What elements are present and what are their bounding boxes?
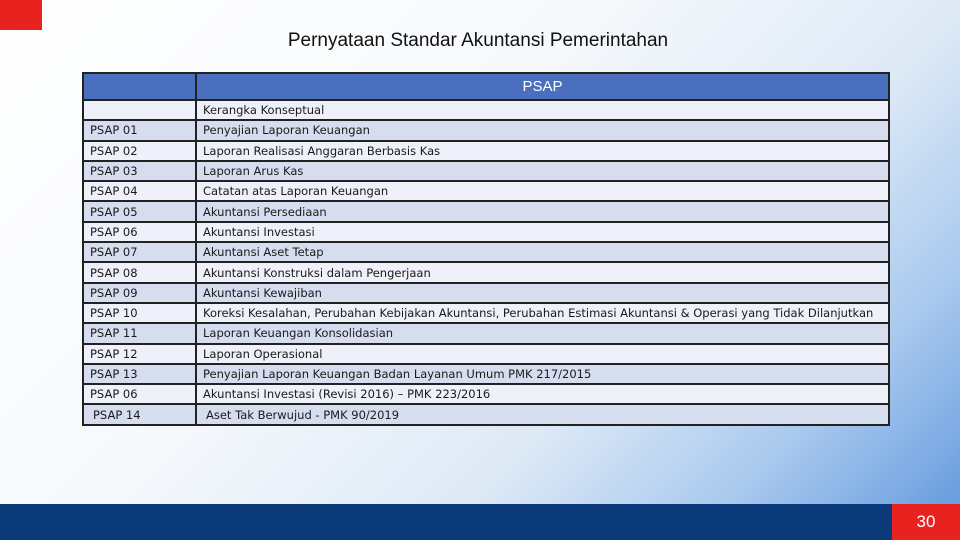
psap-code-cell: PSAP 02 [83, 141, 196, 161]
table-header-row [83, 73, 889, 100]
table-row [83, 364, 889, 384]
psap-code-cell: PSAP 14 [83, 404, 196, 424]
psap-code-cell: PSAP 13 [83, 364, 196, 384]
table-row [83, 384, 889, 404]
table-row [83, 323, 889, 343]
psap-title-cell: Laporan Arus Kas [196, 161, 889, 181]
psap-title-cell: Penyajian Laporan Keuangan Badan Layanan Umum PMK 217/2015 [196, 364, 889, 384]
psap-title-cell: Akuntansi Investasi (Revisi 2016) – PMK 223/2016 [196, 384, 889, 404]
psap-title-cell: Laporan Keuangan Konsolidasian [196, 323, 889, 343]
table-row [83, 303, 889, 323]
psap-title-cell: Akuntansi Konstruksi dalam Pengerjaan [196, 262, 889, 282]
page-number: 30 [916, 512, 936, 531]
table-row [83, 262, 889, 282]
psap-title-cell: Akuntansi Aset Tetap [196, 242, 889, 262]
psap-code-cell: PSAP 06 [83, 222, 196, 242]
header-cell-code [83, 73, 196, 100]
table-row [83, 120, 889, 140]
header-cell-psap: PSAP [196, 73, 889, 100]
psap-code-cell: PSAP 11 [83, 323, 196, 343]
psap-title-cell: Koreksi Kesalahan, Perubahan Kebijakan Akuntansi, Perubahan Estimasi Akuntansi & Operasi yang Tidak Dilanjutkan [196, 303, 889, 323]
psap-title-cell: Akuntansi Investasi [196, 222, 889, 242]
table-row [83, 242, 889, 262]
table-row [83, 283, 889, 303]
psap-code-cell: PSAP 06 [83, 384, 196, 404]
table-row [83, 404, 889, 424]
psap-title-cell: Akuntansi Persediaan [196, 201, 889, 221]
psap-title-cell: Kerangka Konseptual [196, 100, 889, 120]
psap-code-cell [83, 100, 196, 120]
psap-code-cell: PSAP 04 [83, 181, 196, 201]
psap-title-cell: Aset Tak Berwujud - PMK 90/2019 [196, 404, 889, 424]
psap-code-cell: PSAP 05 [83, 201, 196, 221]
psap-code-cell: PSAP 12 [83, 344, 196, 364]
psap-code-cell: PSAP 09 [83, 283, 196, 303]
slide-title: Pernyataan Standar Akuntansi Pemerintahan [287, 30, 669, 51]
psap-code-cell: PSAP 07 [83, 242, 196, 262]
table-row [83, 141, 889, 161]
psap-title-cell: Penyajian Laporan Keuangan [196, 120, 889, 140]
table-row [83, 222, 889, 242]
table-row [83, 181, 889, 201]
psap-table [82, 72, 890, 426]
psap-title-cell: Laporan Realisasi Anggaran Berbasis Kas [196, 141, 889, 161]
psap-title-cell: Akuntansi Kewajiban [196, 283, 889, 303]
table-row [83, 161, 889, 181]
psap-code-cell: PSAP 10 [83, 303, 196, 323]
table-row [83, 344, 889, 364]
psap-code-cell: PSAP 08 [83, 262, 196, 282]
corner-accent [0, 0, 42, 30]
psap-code-cell: PSAP 01 [83, 120, 196, 140]
psap-title-cell: Laporan Operasional [196, 344, 889, 364]
table-row [83, 201, 889, 221]
table-row [83, 100, 889, 120]
footer-page-number-faded: 30 [814, 508, 832, 525]
psap-code-cell: PSAP 03 [83, 161, 196, 181]
psap-title-cell: Catatan atas Laporan Keuangan [196, 181, 889, 201]
